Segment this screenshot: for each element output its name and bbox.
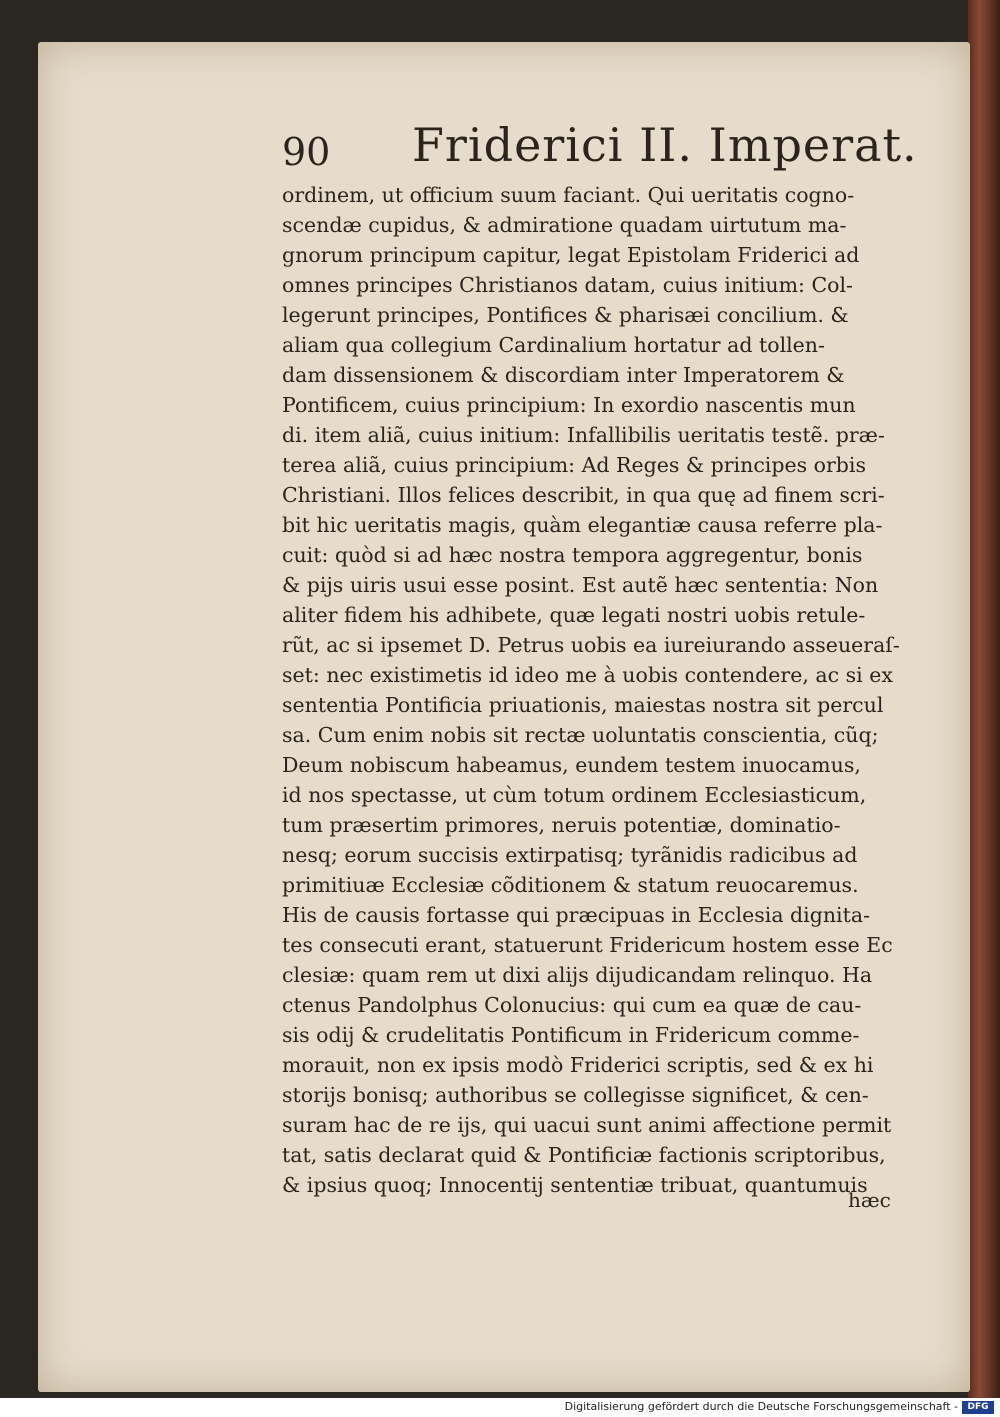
text-line: cuit: quòd si ad hæc nostra tempora aggregentur, bonis bbox=[282, 543, 863, 567]
footer-credit-text: Digitalisierung gefördert durch die Deutsche Forschungsgemeinschaft - bbox=[564, 1400, 958, 1413]
text-line: His de causis fortasse qui præcipuas in Ecclesia dignita- bbox=[282, 903, 871, 927]
text-line: id nos spectasse, ut cùm totum ordinem Ecclesiasticum, bbox=[282, 783, 867, 807]
running-head bbox=[282, 118, 918, 178]
text-line: set: nec existimetis id ideo me à uobis contendere, ac si ex bbox=[282, 663, 893, 687]
text-line: storijs bonisq; authoribus se collegisse significet, & cen- bbox=[282, 1083, 869, 1107]
text-line: bit hic ueritatis magis, quàm elegantiæ causa referre pla- bbox=[282, 513, 883, 537]
text-line: di. item aliã, cuius initium: Infallibilis ueritatis testẽ. præ- bbox=[282, 423, 885, 447]
text-line: gnorum principum capitur, legat Epistolam Friderici ad bbox=[282, 243, 860, 267]
text-line: tat, satis declarat quid & Pontificiæ factionis scriptoribus, bbox=[282, 1143, 886, 1167]
text-line: aliter fidem his adhibete, quæ legati nostri uobis retule- bbox=[282, 603, 866, 627]
text-line: suram hac de re ijs, qui uacui sunt animi affectione permit bbox=[282, 1113, 892, 1137]
text-line: Christiani. Illos felices describit, in qua quę ad finem scri- bbox=[282, 483, 885, 507]
text-line: nesq; eorum succisis extirpatisq; tyrãnidis radicibus ad bbox=[282, 843, 858, 867]
text-line: Deum nobiscum habeamus, eundem testem inuocamus, bbox=[282, 753, 861, 777]
text-line: omnes principes Christianos datam, cuius initium: Col- bbox=[282, 273, 853, 297]
text-line: primitiuæ Ecclesiæ cõditionem & statum reuocaremus. bbox=[282, 873, 859, 897]
text-line: sententia Pontificia priuationis, maiestas nostra sit percul bbox=[282, 693, 884, 717]
text-line: Pontificem, cuius principium: In exordio nascentis mun bbox=[282, 393, 856, 417]
book-cover-edge bbox=[968, 0, 1000, 1398]
text-line: & ipsius quoq; Innocentij sententiæ tribuat, quantumuis bbox=[282, 1173, 868, 1197]
text-line: clesiæ: quam rem ut dixi alijs dijudicandam relinquo. Ha bbox=[282, 963, 873, 987]
text-line: sis odij & crudelitatis Pontificum in Fridericum comme- bbox=[282, 1023, 860, 1047]
text-line: scendæ cupidus, & admiratione quadam uirtutum ma- bbox=[282, 213, 847, 237]
text-line: legerunt principes, Pontifices & pharisæi concilium. & bbox=[282, 303, 849, 327]
body-text bbox=[282, 180, 902, 1200]
text-line: dam dissensionem & discordiam inter Imperatorem & bbox=[282, 363, 845, 387]
dfg-logo: DFG bbox=[962, 1401, 994, 1414]
text-line: tum præsertim primores, neruis potentiæ, dominatio- bbox=[282, 813, 841, 837]
text-line: tes consecuti erant, statuerunt Fridericum hostem esse Ec bbox=[282, 933, 893, 957]
text-line: aliam qua collegium Cardinalium hortatur ad tollen- bbox=[282, 333, 825, 357]
text-line: rũt, ac si ipsemet D. Petrus uobis ea iureiurando asseueraſ- bbox=[282, 633, 900, 657]
text-line: & pijs uiris usui esse posint. Est autẽ hæc sententia: Non bbox=[282, 573, 879, 597]
page-number: 90 bbox=[282, 130, 331, 174]
catchword: hæc bbox=[848, 1188, 891, 1212]
text-line: ctenus Pandolphus Colonucius: qui cum ea quæ de cau- bbox=[282, 993, 862, 1017]
text-line: sa. Cum enim nobis sit rectæ uoluntatis conscientia, cũq; bbox=[282, 723, 879, 747]
text-line: morauit, non ex ipsis modò Friderici scriptis, sed & ex hi bbox=[282, 1053, 874, 1077]
running-head-title: Friderici II. Imperat. bbox=[412, 118, 918, 172]
text-line: terea aliã, cuius principium: Ad Reges & principes orbis bbox=[282, 453, 866, 477]
digitization-footer bbox=[0, 1398, 1000, 1417]
text-line: ordinem, ut officium suum faciant. Qui ueritatis cogno- bbox=[282, 183, 855, 207]
